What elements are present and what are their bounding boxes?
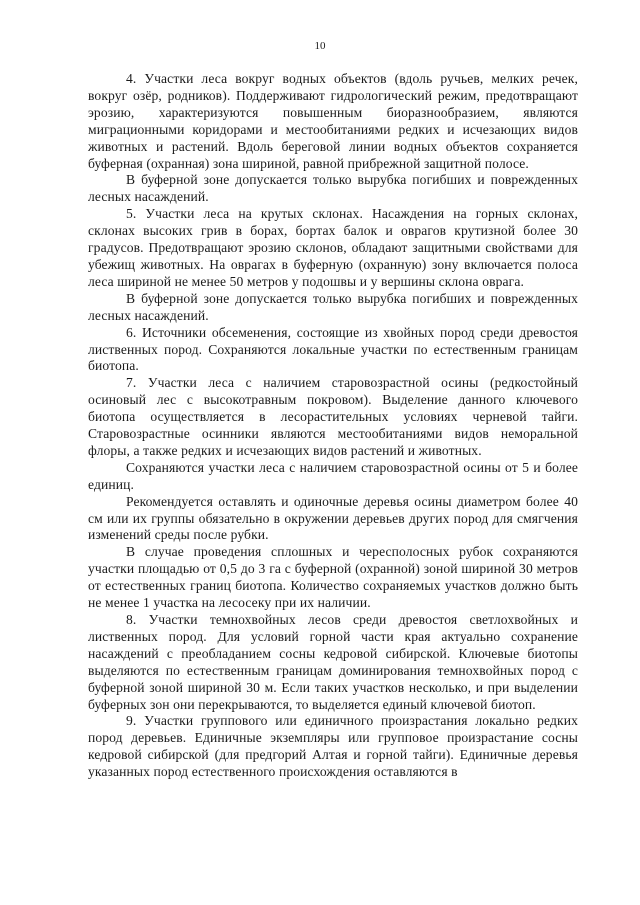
paragraph-6-seed-sources: 6. Источники обсеменения, состоящие из хвойных пород среди древостоя лиственных пород. Сохраняются локальные участки по естественным границам биотопа. [88,324,578,374]
paragraph-4-water-objects: 4. Участки леса вокруг водных объектов (вдоль ручьев, мелких речек, вокруг озёр, родников). Поддерживают гидрологический режим, предотвращают эрозию, характеризуются повышенным биоразнообразием, являются миграционными коридорами и местообитаниями редких и исчезающих видов животных и растений. Вдоль береговой линии водных объектов сохраняется буферная (охранная) зона шириной, равной прибрежной защитной полосе. [88,71,578,171]
paragraph-5-steep-slopes: 5. Участки леса на крутых склонах. Насаждения на горных склонах, склонах высоких грив в борах, бортах балок и оврагов крутизной более 30 градусов. Предотвращают эрозию склонов, обладают защитными свойствами для убежищ животных. На оврагах в буферную (охранную) зону включается полоса леса шириной не менее 50 метров у подошвы и у вершины склона оврага. [88,206,578,289]
page-number: 10 [314,40,326,52]
document-body [88,71,578,781]
paragraph-8-dark-conifer: 8. Участки темнохвойных лесов среди древостоя светлохвойных и лиственных пород. Для условий горной части края актуально сохранение насаждений с преобладанием сосны кедровой сибирской. Ключевые биотопы выделяются по естественным границам доминирования темнохвойных пород с буферной зоной шириной 30 м. Если таких участков несколько, и при выделении буферных зон они перекрываются, то выделяется единый ключевой биотоп. [88,612,578,712]
paragraph-aspen-retention: Сохраняются участки леса с наличием старовозрастной осины от 5 и более единиц. [88,459,578,492]
paragraph-buffer-zone-note-1: В буферной зоне допускается только вырубка погибших и поврежденных лесных насаждений. [88,172,578,205]
paragraph-9-rare-species: 9. Участки группового или единичного произрастания локально редких пород деревьев. Единичные экземпляры или групповое произрастание сосны кедровой сибирской (для предгорий Алтая и горной тайги). Единичные деревья указанных пород естественного происхождения оставляются в [88,713,578,780]
paragraph-7-old-aspen: 7. Участки леса с наличием старовозрастной осины (редкостойный осиновый лес с высокотравным покровом). Выделение данного ключевого биотопа осуществляется в лесорастительных условиях черневой тайги. Старовозрастные осинники являются местообитаниями видов неморальной флоры, а также редких и исчезающих видов растений и животных. [88,375,578,458]
paragraph-buffer-zone-note-2: В буферной зоне допускается только вырубка погибших и поврежденных лесных насаждений. [88,290,578,323]
paragraph-clear-cut-rules: В случае проведения сплошных и чересполосных рубок сохраняются участки площадью от 0,5 до 3 га с буферной (охранной) зоной шириной 30 метров от естественных границ биотопа. Количество сохраняемых участков должно быть не менее 1 участка на лесосеку при их наличии. [88,544,578,611]
paragraph-aspen-recommendation: Рекомендуется оставлять и одиночные деревья осины диаметром более 40 см или их группы обязательно в окружении деревьев других пород для смягчения изменений среды после рубки. [88,493,578,543]
